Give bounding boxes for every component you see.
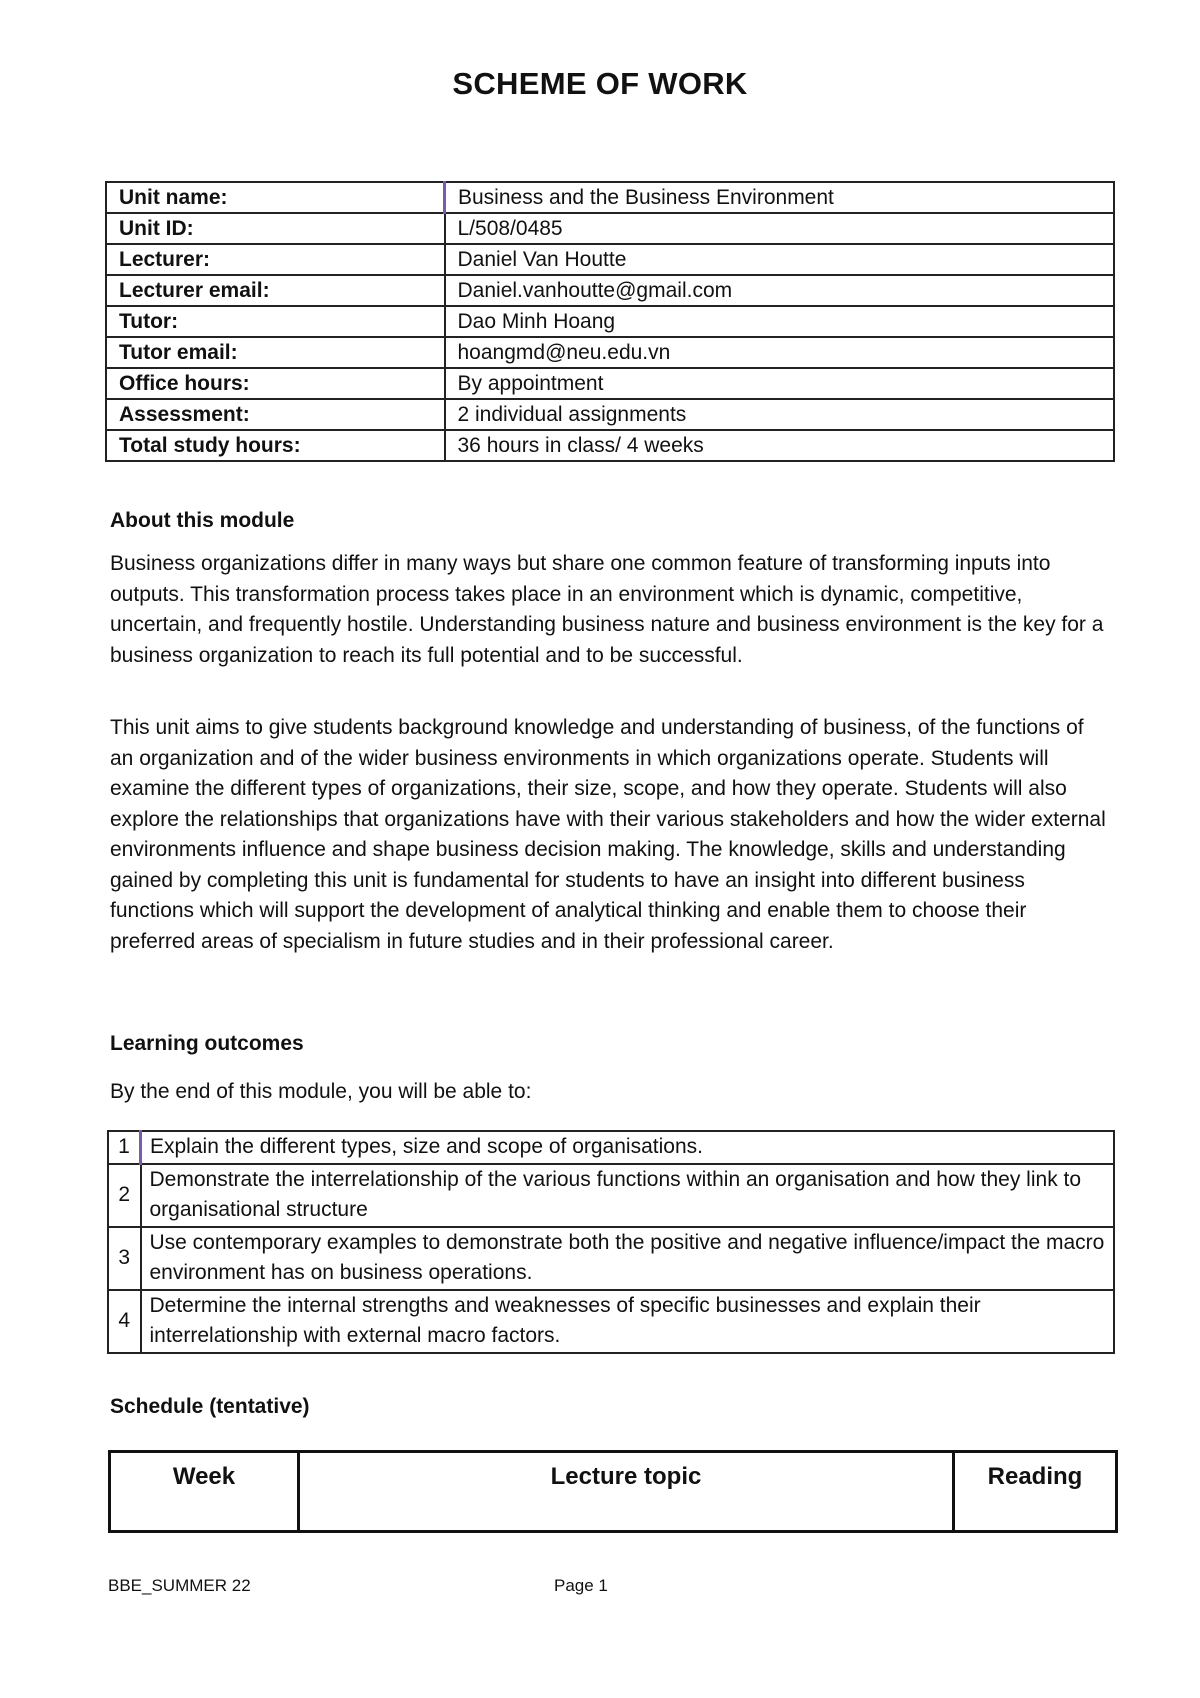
total-study-hours-label: Total study hours: [106, 430, 445, 461]
column-header-lecture-topic: Lecture topic [299, 1452, 954, 1532]
column-header-reading: Reading [954, 1452, 1117, 1532]
learning-outcomes-table [107, 1130, 1115, 1354]
unit-id-value: L/508/0485 [445, 213, 1115, 244]
schedule-header-row [110, 1452, 1117, 1532]
outcome-text: Use contemporary examples to demonstrate both the positive and negative influence/impact the macro environment has on business operations. [141, 1227, 1115, 1290]
footer-page-number: Page 1 [554, 1576, 608, 1595]
table-row [106, 430, 1114, 461]
outcome-text: Determine the internal strengths and weaknesses of specific businesses and explain their interrelationship with external macro factors. [141, 1290, 1115, 1353]
schedule-heading: Schedule (tentative) [110, 1395, 310, 1418]
assessment-value: 2 individual assignments [445, 399, 1115, 430]
lecturer-value: Daniel Van Houtte [445, 244, 1115, 275]
tutor-email-value: hoangmd@neu.edu.vn [445, 337, 1115, 368]
column-header-week: Week [110, 1452, 299, 1532]
outcome-number: 1 [108, 1131, 141, 1164]
unit-info-table [105, 181, 1115, 462]
outcome-number: 3 [108, 1227, 141, 1290]
outcome-text: Explain the different types, size and scope of organisations. [141, 1131, 1115, 1164]
assessment-label: Assessment: [106, 399, 445, 430]
page-title: SCHEME OF WORK [452, 66, 748, 101]
table-row [106, 399, 1114, 430]
about-heading: About this module [110, 509, 295, 532]
footer-doc-code: BBE_SUMMER 22 [108, 1576, 251, 1595]
table-row [108, 1164, 1114, 1227]
table-row [108, 1227, 1114, 1290]
outcome-text: Demonstrate the interrelationship of the various functions within an organisation and how they link to organisational structure [141, 1164, 1115, 1227]
tutor-email-label: Tutor email: [106, 337, 445, 368]
outcome-number: 2 [108, 1164, 141, 1227]
total-study-hours-value: 36 hours in class/ 4 weeks [445, 430, 1115, 461]
table-row [106, 306, 1114, 337]
office-hours-value: By appointment [445, 368, 1115, 399]
table-row [106, 275, 1114, 306]
learning-outcomes-heading: Learning outcomes [110, 1032, 304, 1055]
lecturer-email-label: Lecturer email: [106, 275, 445, 306]
unit-name-label: Unit name: [106, 182, 445, 213]
table-row [106, 213, 1114, 244]
schedule-table [108, 1450, 1118, 1533]
learning-outcomes-intro: By the end of this module, you will be able to: [110, 1080, 532, 1103]
outcome-number: 4 [108, 1290, 141, 1353]
unit-id-label: Unit ID: [106, 213, 445, 244]
table-row [106, 368, 1114, 399]
about-paragraph-2: This unit aims to give students background knowledge and understanding of business, of the functions of an organization and of the wider business environments in which organizations operate. Students will examine the different types of organizations, their size, scope, and how they operate. Students will also explore the relationships that organizations have with their various stakeholders and how the wider external environments influence and shape business decision making. The knowledge, skills and understanding gained by completing this unit is fundamental for students to have an insight into different business functions which will support the development of analytical thinking and enable them to choose their preferred areas of specialism in future studies and in their professional career. [110, 716, 1106, 953]
lecturer-label: Lecturer: [106, 244, 445, 275]
tutor-label: Tutor: [106, 306, 445, 337]
table-row [106, 337, 1114, 368]
about-paragraph-1: Business organizations differ in many ways but share one common feature of transforming inputs into outputs. This transformation process takes place in an environment which is dynamic, competitive, uncertain, and frequently hostile. Understanding business nature and business environment is the key for a business organization to reach its full potential and to be successful. [110, 552, 1104, 667]
table-row [106, 182, 1114, 213]
tutor-value: Dao Minh Hoang [445, 306, 1115, 337]
table-row [108, 1290, 1114, 1353]
unit-name-value: Business and the Business Environment [445, 182, 1115, 213]
lecturer-email-value: Daniel.vanhoutte@gmail.com [445, 275, 1115, 306]
table-row [108, 1131, 1114, 1164]
table-row [106, 244, 1114, 275]
office-hours-label: Office hours: [106, 368, 445, 399]
